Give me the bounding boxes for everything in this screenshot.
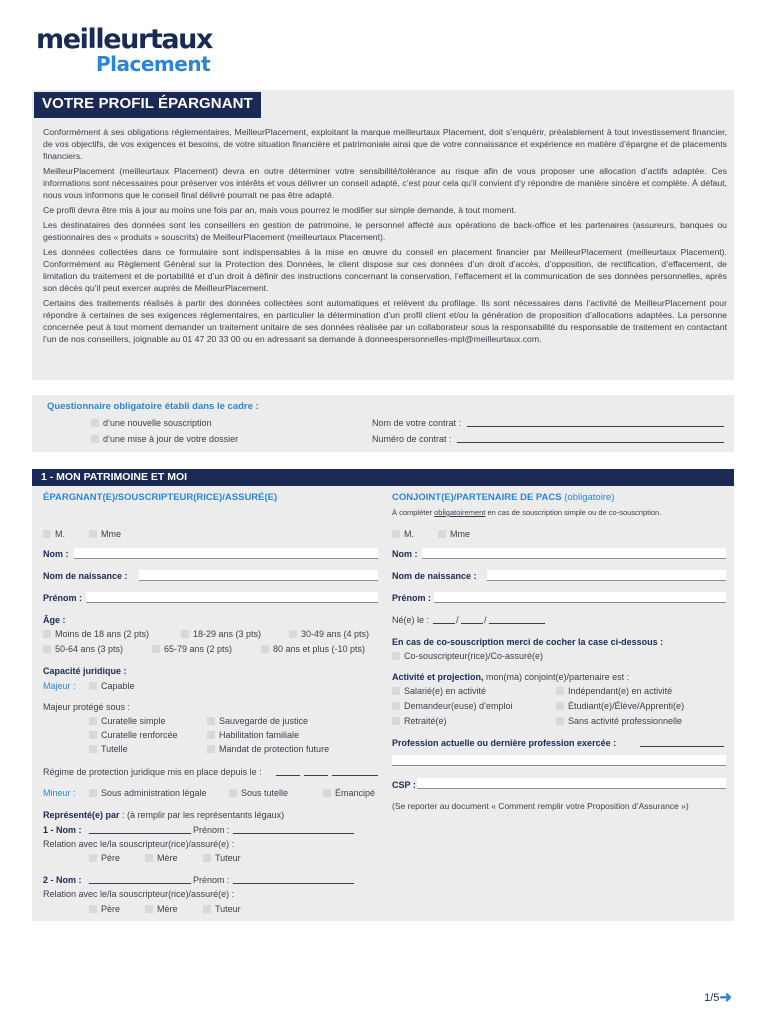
regime-label: Régime de protection juridique mis en place depuis le :: [43, 767, 262, 777]
represented-by-label: Représenté(e) par : (à remplir par les représentants légaux): [43, 810, 285, 820]
option-new-subscription[interactable]: d’une nouvelle souscription: [91, 418, 212, 428]
checkbox[interactable]: [556, 702, 564, 710]
partner-birth-name-input[interactable]: [487, 570, 726, 581]
profile-paragraph: Certains des traitements réalisés à partir des données collectées sont automatiques et relèvent du profilage. Ils sont nécessaires dans l’activité de MeilleurPlacement pour répondre à certaines de ses exigences réglementaires, en particulier la détermination d’un profil client et/ou la génération de proposition d’allocations adaptées. La personne concernée peut à tout moment demander un traitement unitaire de ses données réalisée par un collaborateur sous la responsabilité du responsable de traitement en contactant l’un de nos conseillers, joignable au 01 47 20 33 00 ou en adressant sa demande à donneespersonnelles-mpl@meilleurtaux.com.: [43, 298, 727, 344]
age-label: Âge :: [43, 615, 66, 625]
protection-option[interactable]: Habilitation familiale: [207, 730, 299, 740]
age-option[interactable]: 80 ans et plus (-10 pts): [261, 644, 365, 654]
relation-option[interactable]: Tuteur: [203, 904, 241, 914]
date-separator: /: [456, 615, 459, 625]
protection-option[interactable]: Mandat de protection future: [207, 744, 329, 754]
rep2-nom-field[interactable]: [89, 883, 191, 884]
profession-input[interactable]: [392, 755, 726, 766]
profession-label: Profession actuelle ou dernière profession exercée :: [392, 738, 617, 748]
capable-option[interactable]: Capable: [89, 681, 135, 691]
checkbox[interactable]: [289, 630, 297, 638]
csp-input[interactable]: [417, 778, 726, 789]
saver-column-title: ÉPARGNANT(E)/SOUSCRIPTEUR(RICE)/ASSURÉ(E): [43, 492, 278, 503]
checkbox[interactable]: [392, 687, 400, 695]
profile-title: VOTRE PROFIL ÉPARGNANT: [34, 92, 261, 118]
profile-text: [43, 126, 727, 348]
profession-field-inline[interactable]: [640, 746, 724, 747]
checkbox[interactable]: [207, 745, 215, 753]
partner-column-title: CONJOINT(E)/PARTENAIRE DE PACS (obligatoire): [392, 492, 615, 503]
checkbox[interactable]: [556, 687, 564, 695]
rep1-relation-label: Relation avec le/la souscripteur(rice)/assuré(e) :: [43, 839, 235, 849]
logo-meilleurtaux: meilleurtaux: [36, 24, 213, 55]
minor-option[interactable]: Sous administration légale: [89, 788, 207, 798]
prenom-input[interactable]: [86, 592, 378, 603]
relation-option[interactable]: Mère: [145, 853, 178, 863]
checkbox[interactable]: [203, 905, 211, 913]
profile-paragraph: MeilleurPlacement (meilleurtaux Placement) devra en outre déterminer votre sensibilité/tolérance au risque afin de vous proposer une allocation d’actifs adaptée. Ces informations sont nécessaires pour préserver vos intérêts et vous délivrer un conseil adapté, c’est pour cela qu’il convient d’y répondre de manière sincère et complète. À défaut, nous vous informons que le conseil final délivré pourrait ne pas être adapté.: [43, 166, 727, 200]
checkbox[interactable]: [438, 530, 446, 538]
rep2-nom-label: 2 - Nom :: [43, 875, 82, 885]
relation-option[interactable]: Mère: [145, 904, 178, 914]
contract-number-field[interactable]: [457, 442, 724, 443]
activity-title: Activité et projection, mon(ma) conjoint(e)/partenaire est :: [392, 672, 630, 682]
majeur-label: Majeur :: [43, 681, 76, 691]
checkbox[interactable]: [89, 530, 97, 538]
checkbox[interactable]: [323, 789, 331, 797]
checkbox[interactable]: [229, 789, 237, 797]
nom-label: Nom :: [43, 549, 69, 559]
minor-option[interactable]: Sous tutelle: [229, 788, 288, 798]
profile-paragraph: Les données collectées dans ce formulaire sont indispensables à la mise en œuvre du conseil en placement financier par MeilleurPlacement (meilleurtaux Placement). Conformément au Règlement Général sur la Protection des Données, le client dispose sur ces données d’un droit d’accès, d’opposition, de rectification, d’effacement, de limitation du traitement et de portabilité et d’un droit à définir des instructions concernant la conservation, l’effacement et la communication de ses données personnelles, après son décès qu’il peut exercer auprès de MeilleurPlacement.: [43, 247, 727, 293]
checkbox[interactable]: [89, 745, 97, 753]
rep1-nom-label: 1 - Nom :: [43, 825, 82, 835]
mineur-label: Mineur :: [43, 788, 76, 798]
nom-input[interactable]: [74, 548, 378, 559]
protection-option[interactable]: Sauvegarde de justice: [207, 716, 308, 726]
activity-option[interactable]: Indépendant(e) en activité: [556, 686, 672, 696]
checkbox[interactable]: [43, 630, 51, 638]
checkbox[interactable]: [207, 717, 215, 725]
checkbox[interactable]: [89, 854, 97, 862]
age-option[interactable]: 30-49 ans (4 pts): [289, 629, 369, 639]
logo-placement: Placement: [96, 52, 211, 76]
protection-option[interactable]: Curatelle simple: [89, 716, 166, 726]
checkbox[interactable]: [145, 905, 153, 913]
title-m-option[interactable]: M.: [43, 529, 65, 539]
checkbox[interactable]: [392, 717, 400, 725]
title-mme-option[interactable]: Mme: [89, 529, 121, 539]
regime-month-field[interactable]: [304, 775, 328, 776]
logo: [36, 24, 213, 76]
age-option[interactable]: 18-29 ans (3 pts): [181, 629, 261, 639]
checkbox[interactable]: [392, 652, 400, 660]
partner-mme-option[interactable]: Mme: [438, 529, 470, 539]
partner-prenom-label: Prénom :: [392, 593, 432, 603]
partner-note: À compléter obligatoirement en cas de souscription simple ou de co-souscription.: [392, 508, 662, 517]
page-number: 1/5➜: [704, 989, 732, 1006]
checkbox[interactable]: [181, 630, 189, 638]
checkbox[interactable]: [145, 854, 153, 862]
protection-option[interactable]: Curatelle renforcée: [89, 730, 178, 740]
checkbox[interactable]: [43, 645, 51, 653]
partner-nom-label: Nom :: [392, 549, 418, 559]
rep2-relation-label: Relation avec le/la souscripteur(rice)/assuré(e) :: [43, 889, 235, 899]
relation-option[interactable]: Tuteur: [203, 853, 241, 863]
birth-name-label: Nom de naissance :: [43, 571, 128, 581]
relation-option[interactable]: Père: [89, 853, 120, 863]
activity-option[interactable]: Sans activité professionnelle: [556, 716, 682, 726]
checkbox[interactable]: [203, 854, 211, 862]
activity-option[interactable]: Demandeur(euse) d’emploi: [392, 701, 513, 711]
checkbox[interactable]: [89, 682, 97, 690]
checkbox[interactable]: [556, 717, 564, 725]
checkbox[interactable]: [91, 419, 99, 427]
age-option[interactable]: 50-64 ans (3 pts): [43, 644, 123, 654]
minor-option[interactable]: Émancipé: [323, 788, 375, 798]
rep2-prenom-label: Prénom :: [193, 875, 230, 885]
activity-option[interactable]: Retraité(e): [392, 716, 447, 726]
protected-adult-label: Majeur protégé sous :: [43, 702, 131, 712]
profile-paragraph: Ce profil devra être mis à jour au moins une fois par an, mais vous pourrez le modifier sur simple demande, à tout moment.: [43, 205, 517, 215]
checkbox[interactable]: [392, 702, 400, 710]
checkbox[interactable]: [91, 435, 99, 443]
date-separator: /: [484, 615, 487, 625]
checkbox[interactable]: [261, 645, 269, 653]
prenom-label: Prénom :: [43, 593, 83, 603]
contract-number-label: Numéro de contrat :: [372, 434, 452, 444]
rep2-prenom-field[interactable]: [233, 883, 354, 884]
questionnaire-title: Questionnaire obligatoire établi dans le cadre :: [47, 401, 259, 412]
checkbox[interactable]: [152, 645, 160, 653]
profile-paragraph: Conformément à ses obligations réglementaires, MeilleurPlacement, exploitant la marque meilleurtaux Placement, doit s’enquérir, préalablement à tout investissement financier, de vos objectifs, de vos exigences et besoins, de votre situation financière et patrimoniale ainsi que de votre connaissance et expérience en matière d’épargne et de placements financiers.: [43, 127, 727, 161]
section-header: 1 - MON PATRIMOINE ET MOI: [32, 469, 734, 486]
activity-option[interactable]: Étudiant(e)/Élève/Apprenti(e): [556, 701, 684, 711]
profile-paragraph: Les destinataires des données sont les conseillers en gestion de patrimoine, le personnel affecté aux opérations de back-office et les partenaires (assureurs, banques ou gestionnaires des « produits » souscrits) de MeilleurPlacement (meilleurtaux Placement).: [43, 220, 727, 242]
partner-m-option[interactable]: M.: [392, 529, 414, 539]
birth-name-input[interactable]: [139, 570, 378, 581]
partner-nom-input[interactable]: [422, 548, 726, 559]
checkbox[interactable]: [89, 731, 97, 739]
partner-birth-month-field[interactable]: [461, 623, 483, 624]
cosubscriber-option[interactable]: Co-souscripteur(rice)/Co-assuré(e): [392, 651, 543, 661]
checkbox[interactable]: [392, 530, 400, 538]
partner-birth-day-field[interactable]: [433, 623, 455, 624]
rep1-nom-field[interactable]: [89, 833, 191, 834]
partner-birth-year-field[interactable]: [489, 623, 545, 624]
checkbox[interactable]: [89, 717, 97, 725]
partner-prenom-input[interactable]: [434, 592, 726, 603]
partner-birth-name-label: Nom de naissance :: [392, 571, 477, 581]
next-arrow-icon[interactable]: ➜: [719, 989, 732, 1006]
partner-birthdate-label: Né(e) le :: [392, 615, 430, 625]
checkbox[interactable]: [207, 731, 215, 739]
relation-option[interactable]: Père: [89, 904, 120, 914]
csp-note: (Se reporter au document « Comment remplir votre Proposition d’Assurance »): [392, 801, 689, 811]
checkbox[interactable]: [89, 789, 97, 797]
csp-label: CSP :: [392, 780, 416, 790]
age-option[interactable]: Moins de 18 ans (2 pts): [43, 629, 149, 639]
option-update-file[interactable]: d’une mise à jour de votre dossier: [91, 434, 238, 444]
rep1-prenom-field[interactable]: [233, 833, 354, 834]
checkbox[interactable]: [89, 905, 97, 913]
regime-year-field[interactable]: [332, 775, 378, 776]
checkbox[interactable]: [43, 530, 51, 538]
protection-option[interactable]: Tutelle: [89, 744, 128, 754]
contract-name-label: Nom de votre contrat :: [372, 418, 462, 428]
activity-option[interactable]: Salarié(e) en activité: [392, 686, 486, 696]
capacity-label: Capacité juridique :: [43, 666, 127, 676]
cosubscription-title: En cas de co-souscription merci de cocher la case ci-dessous :: [392, 637, 664, 647]
rep1-prenom-label: Prénom :: [193, 825, 230, 835]
age-option[interactable]: 65-79 ans (2 pts): [152, 644, 232, 654]
regime-day-field[interactable]: [276, 775, 300, 776]
contract-name-field[interactable]: [467, 426, 724, 427]
